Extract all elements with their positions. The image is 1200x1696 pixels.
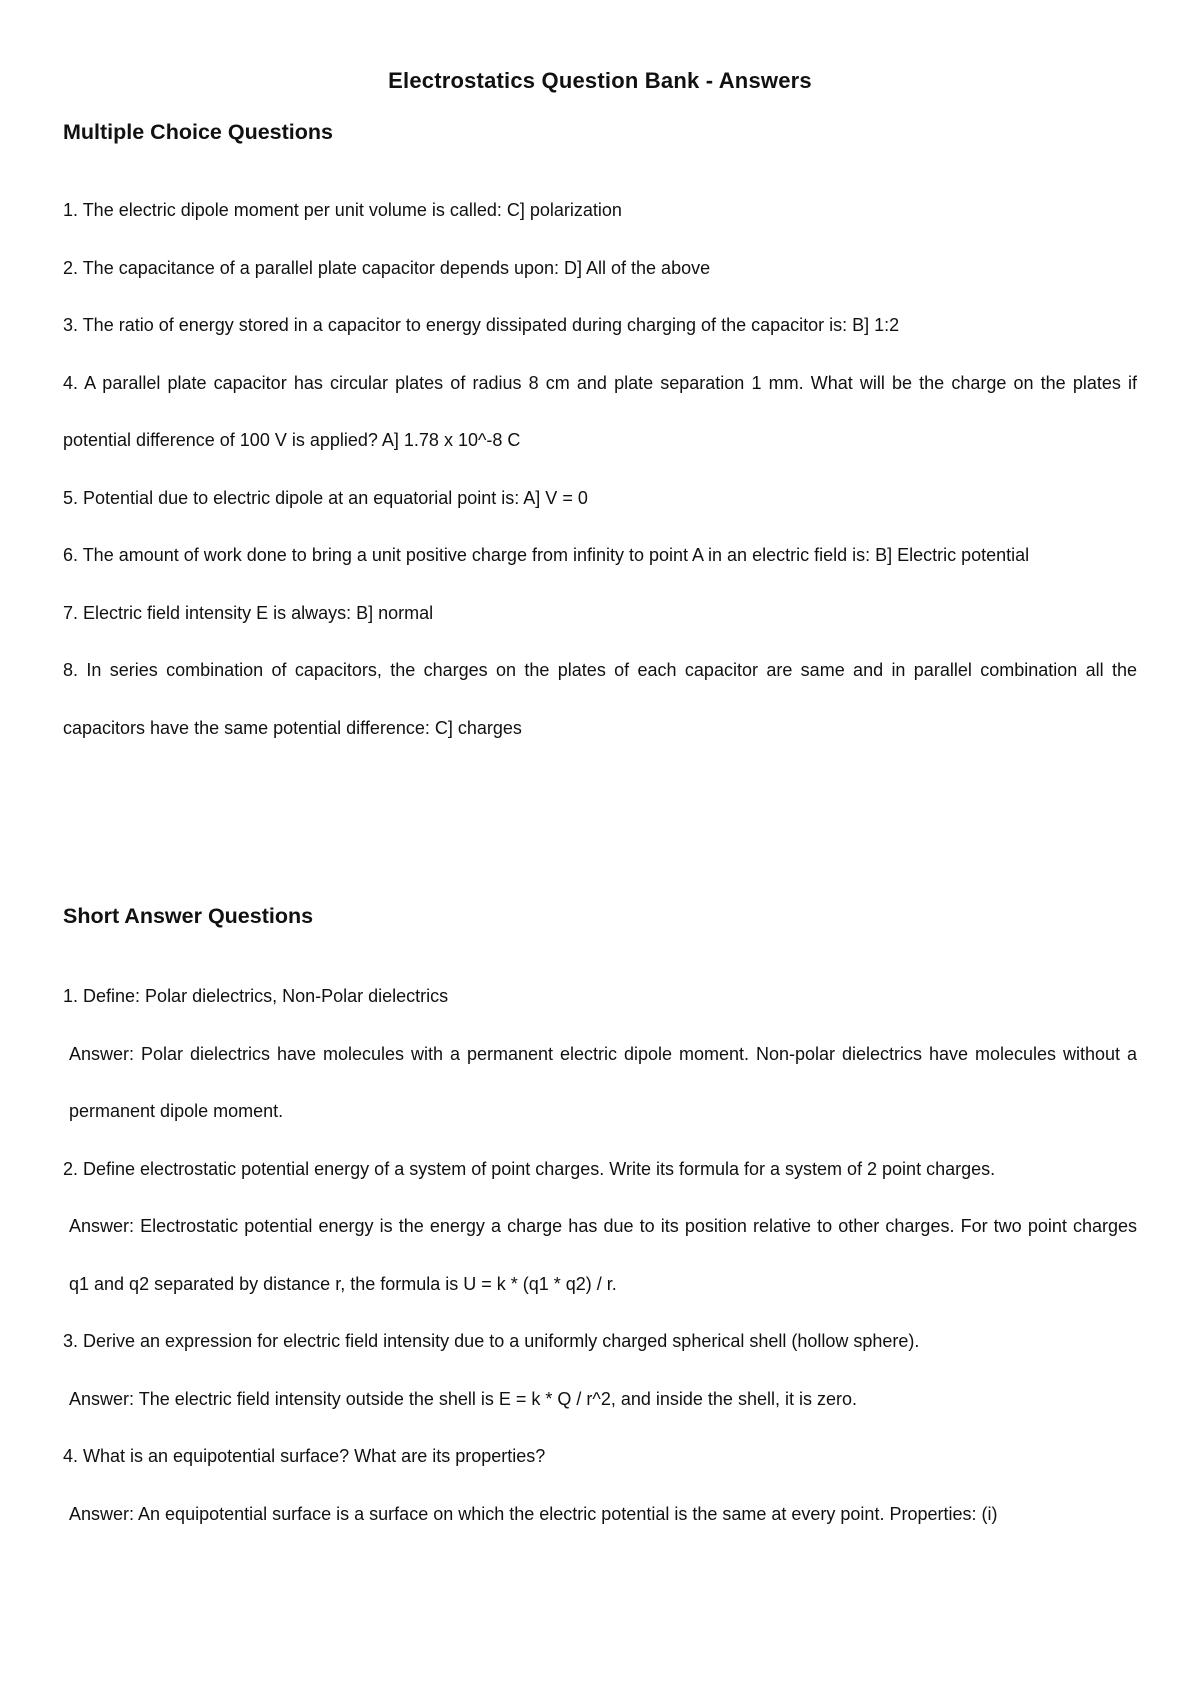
short-answer-3: Answer: The electric field intensity outside the shell is E = k * Q / r^2, and inside the shell, it is zero. (69, 1388, 857, 1409)
mcq-list (63, 182, 1137, 757)
mcq-item-7: 7. Electric field intensity E is always: B] normal (63, 602, 434, 623)
short-answer-list (63, 968, 1137, 1543)
mcq-item-3: 3. The ratio of energy stored in a capacitor to energy dissipated during charging of the capacitor is: B] 1:2 (63, 315, 900, 335)
short-question-4: 4. What is an equipotential surface? What are its properties? (63, 1446, 546, 1466)
mcq-heading: Multiple Choice Questions (63, 120, 333, 144)
short-answer-1: Answer: Polar dielectrics have molecules with a permanent electric dipole moment. Non-polar dielectrics have molecules without a permanent dipole moment. (69, 1043, 1137, 1121)
mcq-item-5: 5. Potential due to electric dipole at an equatorial point is: A] V = 0 (63, 487, 588, 508)
mcq-item-2: 2. The capacitance of a parallel plate capacitor depends upon: D] All of the above (63, 257, 711, 278)
mcq-item-4: 4. A parallel plate capacitor has circular plates of radius 8 cm and plate separation 1 mm. What will be the charge on the plates if potential difference of 100 V is applied? A] 1.78 x 10^-8 C (63, 372, 1137, 450)
mcq-item-1: 1. The electric dipole moment per unit volume is called: C] polarization (63, 200, 622, 220)
short-question-3: 3. Derive an expression for electric field intensity due to a uniformly charged spherical shell (hollow sphere). (63, 1331, 920, 1351)
document-title: Electrostatics Question Bank - Answers (388, 68, 812, 93)
short-question-2: 2. Define electrostatic potential energy of a system of point charges. Write its formula for a system of 2 point charges. (63, 1158, 996, 1179)
short-answer-4: Answer: An equipotential surface is a surface on which the electric potential is the same at every point. Properties: (i) (69, 1503, 998, 1524)
short-answer-heading: Short Answer Questions (63, 904, 314, 928)
mcq-item-8: 8. In series combination of capacitors, the charges on the plates of each capacitor are same and in parallel combination all the capacitors have the same potential difference: C] charges (63, 660, 1137, 738)
short-answer-2: Answer: Electrostatic potential energy is the energy a charge has due to its position relative to other charges. For two point charges q1 and q2 separated by distance r, the formula is U = k * (q1 * q2) / r. (69, 1216, 1137, 1294)
short-question-1: 1. Define: Polar dielectrics, Non-Polar dielectrics (63, 986, 449, 1006)
mcq-item-6: 6. The amount of work done to bring a unit positive charge from infinity to point A in an electric field is: B] Electric potential (63, 545, 1030, 565)
